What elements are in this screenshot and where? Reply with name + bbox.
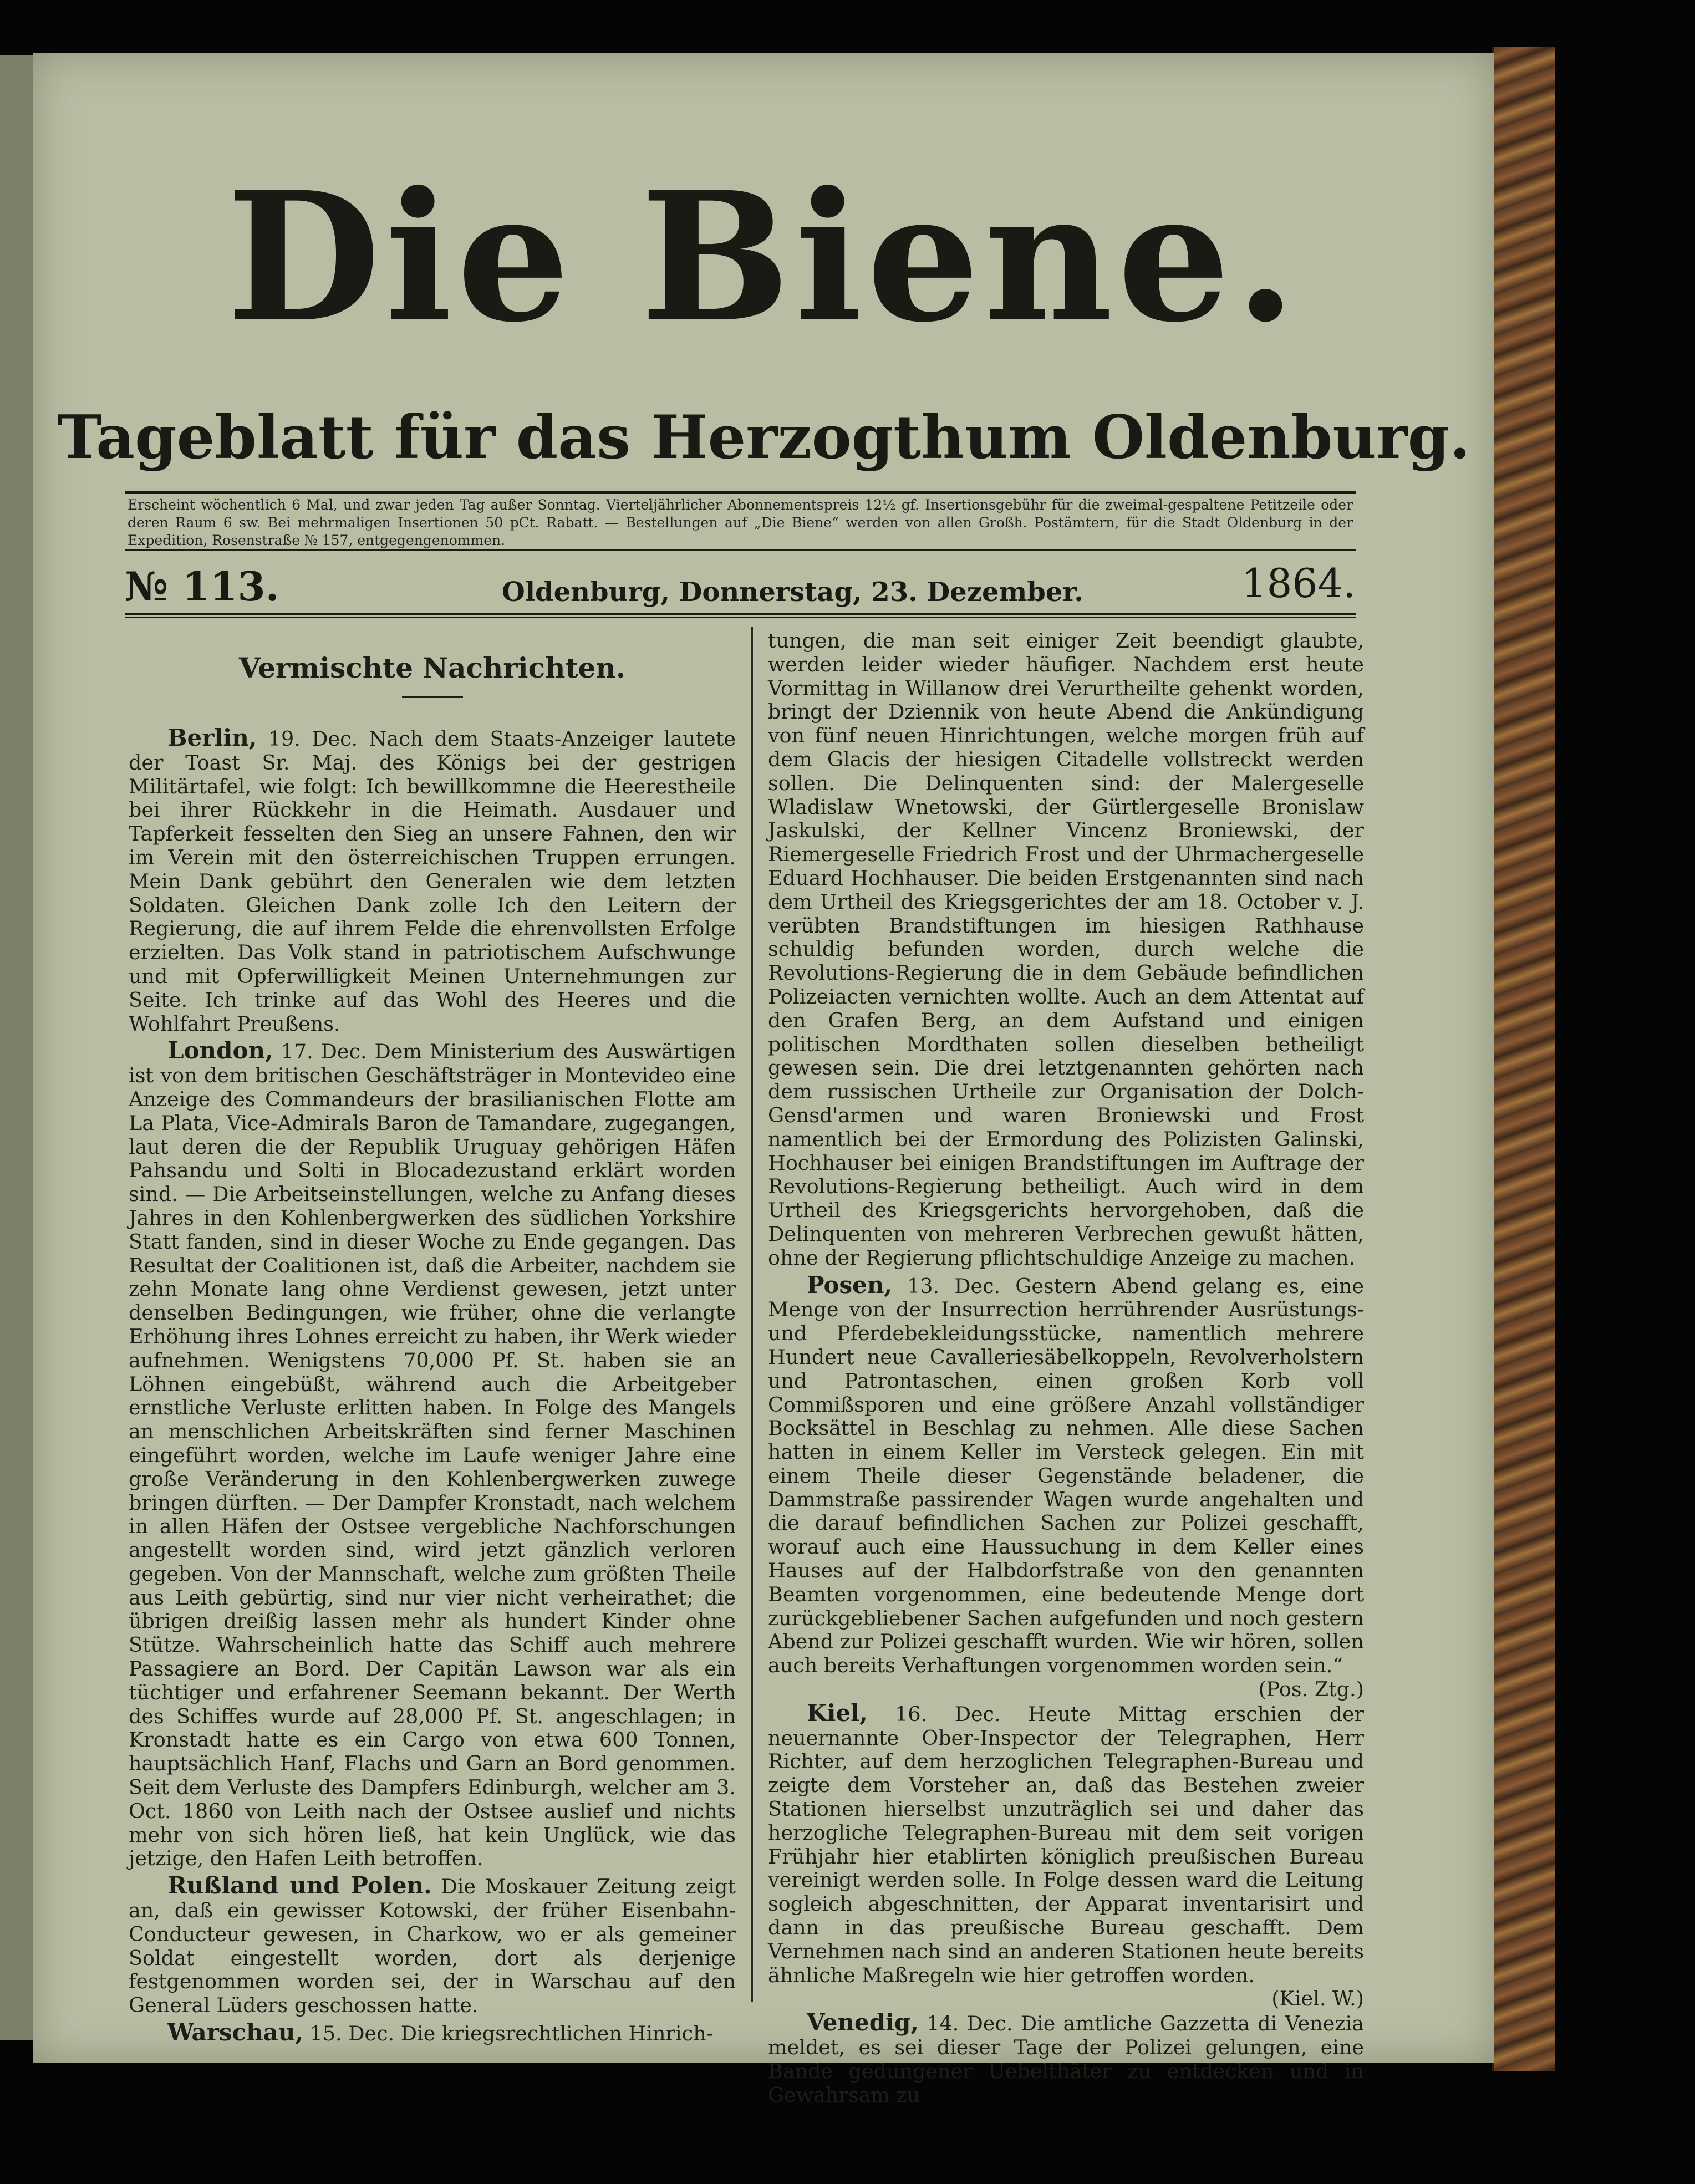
section-rule [402, 696, 463, 698]
article-kiel [768, 1699, 1364, 2011]
article-place: Kiel, [807, 1699, 868, 1727]
article-venedig [768, 2011, 1364, 2107]
article-text: 17. Dec. Dem Ministerium des Auswärtigen ist von dem britischen Geschäftsträger in Montevideo eine Anzeige des Commandeurs der brasilianischen Flotte am La Plata, Vice-Admirals Baron de Tamandare, zugegangen, laut deren die der Republik Uruguay gehörigen Häfen Pahsandu und Solti in Blocadezustand erklärt worden sind. — Die Arbeitseinstellungen, welche zu Anfang dieses Jahres in den Kohlenbergwerken des südlichen Yorkshire Statt fanden, sind in dieser Woche zu Ende gegangen. Das Resultat der Coalitionen ist, daß die Arbeiter, nachdem sie zehn Monate lang ohne Verdienst gewesen, jetzt unter denselben Bedingungen, wie früher, ohne die verlangte Erhöhung ihres Lohnes erreicht zu haben, ihr Werk wieder aufnehmen. Wenigstens 70,000 Pf. St. haben sie an Löhnen eingebüßt, während auch die Arbeitgeber ernstliche Verluste erlitten haben. In Folge des Mangels an menschlichen Arbeitskräften sind ferner Maschinen eingeführt worden, welche im Laufe weniger Jahre eine große Veränderung in den Kohlenbergwerken zuwege bringen dürften. — Der Dampfer Kronstadt, nach welchem in allen Häfen der Ostsee vergebliche Nachforschungen angestellt worden sind, wird jetzt gänzlich verloren gegeben. Von der Mannschaft, welche zum größten Theile aus Leith gebürtig, sind nur vier nicht verheirathet; die übrigen dreißig lassen mehr als hundert Kinder ohne Stütze. Wahrscheinlich hatte das Schiff auch mehrere Passagiere an Bord. Der Capitän Lawson war als ein tüchtiger und erfahrener Seemann bekannt. Der Werth des Schiffes wurde auf 28,000 Pf. St. angeschlagen; in Kronstadt hatte es ein Cargo von etwa 600 Tonnen, hauptsächlich Hanf, Flachs und Garn an Bord genommen. Seit dem Verluste des Dampfers Edinburgh, welcher am 3. Oct. 1860 von Leith nach der Ostsee auslief und nichts mehr von sich hören ließ, hat kein Unglück, wie das jetzige, den Hafen Leith betroffen. [129, 1040, 736, 1871]
article-text: tungen, die man seit einiger Zeit beendigt glaubte, werden leider wieder häufiger. Nachdem erst heute Vormittag in Willanow drei Verurtheilte gehenkt worden, bringt der Dziennik von heute Abend die Ankündigung von fünf neuen Hinrichtungen, welche morgen früh auf dem Glacis der hiesigen Citadelle vollstreckt werden sollen. Die Delinquenten sind: der Malergeselle Wladislaw Wnetowski, der Gürtlergeselle Bronislaw Jaskulski, der Kellner Vincenz Broniewski, der Riemergeselle Friedrich Frost und der Uhrmachergeselle Eduard Hochhauser. Die beiden Erstgenannten sind nach dem Urtheil des Kriegsgerichtes der am 18. October v. J. verübten Brandstiftungen im hiesigen Rathhause schuldig befunden worden, durch welche die Revolutions-Regierung die in dem Gebäude befindlichen Polizeiacten vernichten wollte. Auch an dem Attentat auf den Grafen Berg, an dem Aufstand und einigen politischen Mordthaten sollen dieselben betheiligt gewesen sein. Die drei letztgenannten gehörten nach dem russischen Urtheile zur Organisation der Dolch-Gensd'armen und waren Broniewski und Frost namentlich bei der Ermordung des Polizisten Galinski, Hochhauser bei einigen Brandstiftungen im Auftrage der Revolutions-Regierung betheiligt. Auch wird in dem Urtheil des Kriegsgerichts hervorgehoben, daß die Delinquenten von mehreren Verbrechen gewußt hätten, ohne der Regierung pflichtschuldige Anzeige zu machen. [768, 629, 1364, 1270]
article-text: 13. Dec. Gestern Abend gelang es, eine Menge von der Insurrection herrührender Ausrüstungs- und Pferdebekleidungsstücke, namentlich mehrere Hundert neue Cavalleriesäbelkoppeln, Revolverholstern und Patrontaschen, einen großen Korb voll Commißsporen und eine größere Anzahl vollständiger Bocksättel in Beschlag zu nehmen. Alle diese Sachen hatten in einem Keller im Versteck gelegen. Ein mit einem Theile dieser Gegenstände beladener, die Dammstraße passirender Wagen wurde angehalten und die darauf befindlichen Sachen zur Polizei geschafft, worauf auch eine Haussuchung in dem Keller eines Hauses auf der Halbdorfstraße von den genannten Beamten vorgenommen, eine bedeutende Menge dort zurückgebliebener Sachen aufgefunden und noch gestern Abend zur Polizei geschafft wurden. Wie wir hören, sollen auch bereits Verhaftungen vorgenommen worden sein.“ [768, 1274, 1364, 1678]
issue-line [125, 552, 1356, 610]
article-source: (Pos. Ztg.) [1258, 1677, 1364, 1702]
rule-bottom-thin [125, 617, 1356, 618]
section-title: Vermischte Nachrichten. [238, 651, 626, 684]
article-place: Berlin, [167, 724, 257, 751]
rule-bottom [125, 613, 1356, 615]
article-text: 19. Dec. Nach dem Staats-Anzeiger lautete der Toast Sr. Maj. des Königs bei der gestrigen Militärtafel, wie folgt: Ich bewillkommne die Heerestheile bei ihrer Rückkehr in die Heimath. Ausdauer und Tapferkeit fesselten den Sieg an unsere Fahnen, den wir im Verein mit den österreichischen Truppen errungen. Mein Dank gebührt den Generalen wie dem letzten Soldaten. Gleichen Dank zolle Ich den Leitern der Regierung, die auf ihrem Felde die ehrenvollsten Erfolge erzielten. Das Volk stand in patriotischem Aufschwunge und mit Opferwilligkeit Meinen Unternehmungen zur Seite. Ich trinke auf das Wohl des Heeres und die Wohlfahrt Preußens. [129, 727, 736, 1036]
column-left [129, 651, 736, 2049]
article-russland [129, 1874, 736, 2018]
article-place: Warschau, [167, 2019, 303, 2046]
article-place: Posen, [807, 1271, 892, 1299]
article-text: 14. Dec. Die amtliche Gazzetta di Venezia meldet, es sei dieser Tage der Polizei gelungen, eine Bande gedungener Uebelthäter zu entdecken und in Gewahrsam zu [768, 2012, 1364, 2107]
issue-number: № 113. [125, 563, 279, 610]
column-right [768, 629, 1364, 2110]
rule-top [125, 491, 1356, 494]
article-london [129, 1039, 736, 1871]
book-spine [1492, 47, 1555, 2071]
article-place: Venedig, [807, 2009, 919, 2037]
issue-year: 1864. [1241, 560, 1356, 607]
masthead-subtitle: Tageblatt für das Herzogthum Oldenburg. [57, 403, 1470, 472]
article-text: 16. Dec. Heute Mittag erschien der neuernannte Ober-Inspector der Telegraphen, Herr Richter, auf dem herzoglichen Telegraphen-Bureau und zeigte dem Vorsteher an, daß das Bestehen zweier Stationen hierselbst unzuträglich sei und daher das herzogliche Telegraphen-Bureau mit dem seit vorigen Frühjahr hier etablirten königlich preußischen Bureau vereinigt werden solle. In Folge dessen ward die Leitung sogleich abgeschnitten, der Apparat inventarisirt und dann in das preußische Bureau geschafft. Dem Vernehmen nach sind an anderen Stationen heute bereits ähnliche Maßregeln wie hier getroffen worden. [768, 1702, 1364, 1987]
newspaper-page [33, 53, 1494, 2107]
article-text: 15. Dec. Die kriegsrechtlichen Hinrich- [303, 2022, 713, 2046]
rule-mid [125, 549, 1356, 551]
article-place: London, [167, 1037, 273, 1065]
masthead-title: Die Biene. [226, 154, 1301, 362]
article-place: Rußland und Polen. [167, 1872, 432, 1900]
subscription-notice: Erscheint wöchentlich 6 Mal, und zwar jeden Tag außer Sonntag. Vierteljährlicher Abonnementspreis 12½ gf. Insertionsgebühr für die zweimal-gespaltene Petitzeile oder deren Raum 6 sw. Bei mehrmaligen Insertionen 50 pCt. Rabatt. — Bestellungen auf „Die Biene“ werden von allen Großh. Postämtern, für die Stadt Oldenburg in der Expedition, Rosenstraße № 157, entgegengenommen. [128, 497, 1353, 548]
article-warschau-cont [768, 629, 1364, 1270]
binding-edge [0, 55, 35, 2040]
article-berlin [129, 726, 736, 1036]
article-warschau [129, 2021, 736, 2046]
column-divider [751, 627, 753, 2002]
article-source: (Kiel. W.) [1271, 1987, 1364, 2011]
issue-place-date: Oldenburg, Donnerstag, 23. Dezember. [502, 577, 1083, 608]
article-posen [768, 1271, 1364, 1702]
article-text: Die Moskauer Zeitung zeigt an, daß ein gewisser Kotowski, der früher Eisenbahn-Conducteur gewesen, in Charkow, wo er als gemeiner Soldat eingestellt worden, dort als derjenige festgenommen worden sei, der in Warschau auf den General Lüders geschossen hatte. [129, 1875, 736, 2018]
